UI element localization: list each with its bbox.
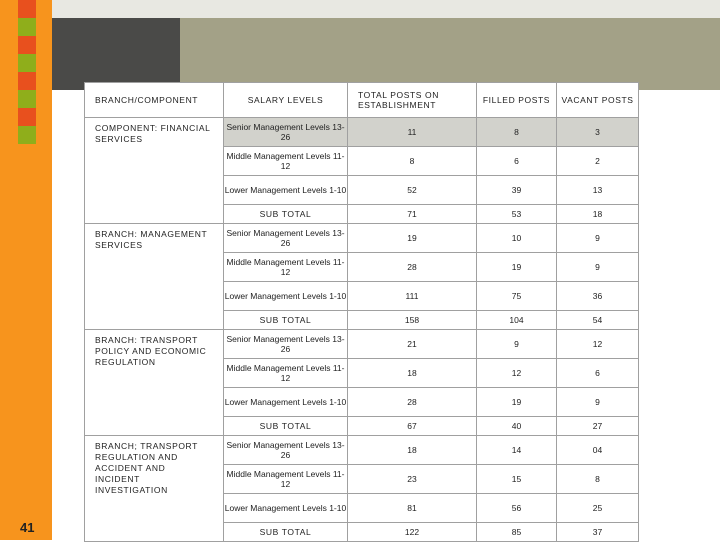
salary-level: Senior Management Levels 13-26: [224, 436, 348, 465]
vacant-posts: 54: [557, 311, 639, 330]
total-posts: 52: [348, 176, 477, 205]
total-posts: 122: [348, 523, 477, 542]
total-posts: 67: [348, 417, 477, 436]
total-posts: 28: [348, 253, 477, 282]
salary-level: Lower Management Levels 1-10: [224, 494, 348, 523]
total-posts: 23: [348, 465, 477, 494]
vacant-posts: 27: [557, 417, 639, 436]
salary-level: Senior Management Levels 13-26: [224, 224, 348, 253]
salary-level: Middle Management Levels 11-12: [224, 147, 348, 176]
vacant-posts: 3: [557, 118, 639, 147]
salary-level: Middle Management Levels 11-12: [224, 359, 348, 388]
table-row: [85, 224, 720, 253]
vacant-posts: 8: [557, 465, 639, 494]
table-row: [85, 436, 720, 465]
header-filled: FILLED POSTS: [477, 83, 557, 118]
header-salary: SALARY LEVELS: [224, 83, 348, 118]
filled-posts: 8: [477, 118, 557, 147]
vacant-posts: 9: [557, 253, 639, 282]
total-posts: 18: [348, 359, 477, 388]
table-row: [85, 330, 720, 359]
filled-posts: 56: [477, 494, 557, 523]
total-posts: 111: [348, 282, 477, 311]
vacant-posts: 18: [557, 205, 639, 224]
decor-square: [18, 18, 36, 36]
filled-posts: 39: [477, 176, 557, 205]
salary-level: Lower Management Levels 1-10: [224, 282, 348, 311]
decor-square: [18, 0, 36, 18]
page-number: 41: [20, 520, 34, 535]
table-row: [85, 118, 720, 147]
filled-posts: 19: [477, 253, 557, 282]
vacant-posts: 04: [557, 436, 639, 465]
decor-square: [18, 126, 36, 144]
table-header-row: [85, 83, 720, 118]
decor-square: [18, 72, 36, 90]
total-posts: 21: [348, 330, 477, 359]
header-total: TOTAL POSTS ON ESTABLISHMENT: [348, 83, 477, 118]
total-posts: 158: [348, 311, 477, 330]
vacant-posts: 9: [557, 388, 639, 417]
subtotal-label: SUB TOTAL: [224, 311, 348, 330]
branch-name: BRANCH: TRANSPORT POLICY AND ECONOMIC REGULATION: [85, 330, 224, 436]
posts-table: [84, 82, 720, 542]
branch-name: BRANCH: MANAGEMENT SERVICES: [85, 224, 224, 330]
filled-posts: 12: [477, 359, 557, 388]
dark-block: [52, 18, 180, 90]
header-branch: BRANCH/COMPONENT: [85, 83, 224, 118]
olive-banner: [180, 18, 720, 90]
vacant-posts: 12: [557, 330, 639, 359]
decor-square: [18, 108, 36, 126]
vacant-posts: 2: [557, 147, 639, 176]
salary-level: Senior Management Levels 13-26: [224, 330, 348, 359]
vacant-posts: 37: [557, 523, 639, 542]
subtotal-label: SUB TOTAL: [224, 417, 348, 436]
filled-posts: 9: [477, 330, 557, 359]
total-posts: 28: [348, 388, 477, 417]
filled-posts: 14: [477, 436, 557, 465]
salary-level: Lower Management Levels 1-10: [224, 176, 348, 205]
vacant-posts: 25: [557, 494, 639, 523]
total-posts: 81: [348, 494, 477, 523]
branch-name: BRANCH; TRANSPORT REGULATION AND ACCIDENT AND INCIDENT INVESTIGATION: [85, 436, 224, 542]
filled-posts: 53: [477, 205, 557, 224]
decor-square: [18, 36, 36, 54]
top-light-bar: [52, 0, 720, 18]
total-posts: 19: [348, 224, 477, 253]
filled-posts: 104: [477, 311, 557, 330]
vacant-posts: 9: [557, 224, 639, 253]
filled-posts: 19: [477, 388, 557, 417]
total-posts: 11: [348, 118, 477, 147]
total-posts: 8: [348, 147, 477, 176]
total-posts: 18: [348, 436, 477, 465]
salary-level: Middle Management Levels 11-12: [224, 253, 348, 282]
salary-level: Middle Management Levels 11-12: [224, 465, 348, 494]
vacant-posts: 13: [557, 176, 639, 205]
subtotal-label: SUB TOTAL: [224, 523, 348, 542]
decor-square: [18, 54, 36, 72]
filled-posts: 10: [477, 224, 557, 253]
salary-level: Senior Management Levels 13-26: [224, 118, 348, 147]
filled-posts: 6: [477, 147, 557, 176]
salary-level: Lower Management Levels 1-10: [224, 388, 348, 417]
filled-posts: 75: [477, 282, 557, 311]
header-vacant: VACANT POSTS: [557, 83, 639, 118]
vacant-posts: 36: [557, 282, 639, 311]
decor-square: [18, 90, 36, 108]
total-posts: 71: [348, 205, 477, 224]
filled-posts: 15: [477, 465, 557, 494]
subtotal-label: SUB TOTAL: [224, 205, 348, 224]
filled-posts: 85: [477, 523, 557, 542]
branch-name: COMPONENT: FINANCIAL SERVICES: [85, 118, 224, 224]
filled-posts: 40: [477, 417, 557, 436]
vacant-posts: 6: [557, 359, 639, 388]
